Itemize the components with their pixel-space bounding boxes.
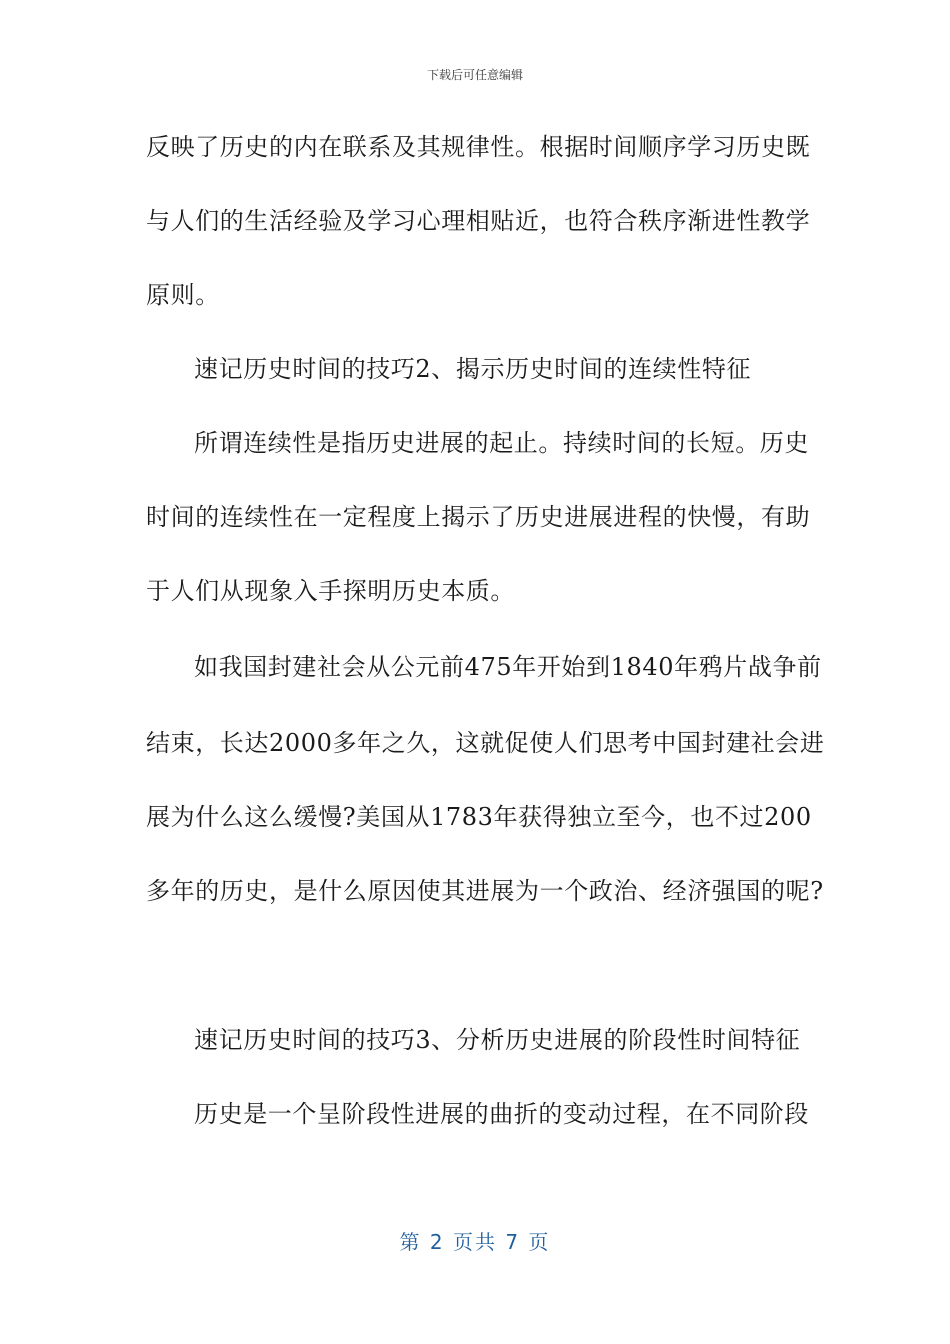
body-line: 反映了历史的内在联系及其规律性。根据时间顺序学习历史既 (146, 133, 811, 161)
section-heading: 速记历史时间的技巧3、分析历史进展的阶段性时间特征 (194, 1026, 801, 1054)
body-line: 时间的连续性在一定程度上揭示了历史进展进程的快慢，有助 (146, 503, 811, 531)
body-line: 与人们的生活经验及学习心理相贴近，也符合秩序渐进性教学 (146, 207, 811, 235)
body-line: 展为什么这么缓慢?美国从1783年获得独立至今，也不过200 (146, 803, 812, 831)
body-line: 历史是一个呈阶段性进展的曲折的变动过程，在不同阶段 (194, 1100, 809, 1128)
body-line: 原则。 (146, 281, 220, 309)
section-heading: 速记历史时间的技巧2、揭示历史时间的连续性特征 (194, 355, 752, 383)
body-line: 于人们从现象入手探明历史本质。 (146, 577, 515, 605)
page-number-footer: 第 2 页共 7 页 (399, 1230, 551, 1254)
body-line: 结束，长达2000多年之久，这就促使人们思考中国封建社会进 (146, 729, 825, 757)
body-line: 多年的历史，是什么原因使其进展为一个政治、经济强国的呢? (146, 877, 824, 905)
page-header-note: 下载后可任意编辑 (426, 68, 523, 82)
body-line: 所谓连续性是指历史进展的起止。持续时间的长短。历史 (194, 429, 809, 457)
body-line: 如我国封建社会从公元前475年开始到1840年鸦片战争前 (194, 653, 822, 681)
